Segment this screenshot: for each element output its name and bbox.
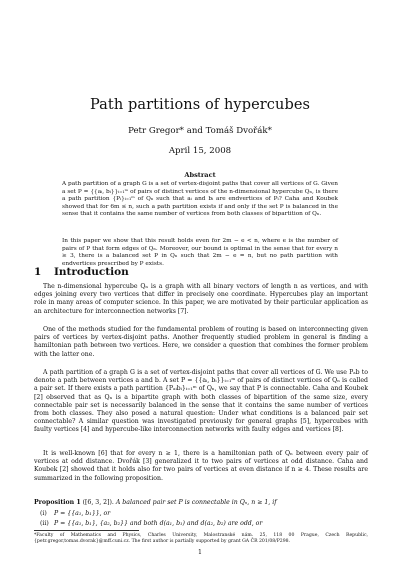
abstract-paragraph-1: A path partition of a graph G is a set of vertex-disjoint paths that cover all vertices of G. Given a set P = {{aᵢ, bᵢ}}ᵢ₌₁ᵐ of pairs of distinct vertices of the n-dimensional hypercube Qₙ, is there a path partition {Pᵢ}ᵢ₌₁ᵐ of Qₙ such that aᵢ and bᵢ are endvertices of Pᵢ? Caha and Koubek showed that for 6m ≤ n, such a path partition exists if and only if the set P is balanced in the sense that it contains the same number of vertices from both classes of bipartition of Qₙ.	[62, 181, 338, 217]
proposition-item	[40, 520, 370, 527]
abstract-heading: Abstract	[184, 171, 216, 179]
item-text: P = {{a₁, b₁}}, or	[54, 510, 111, 517]
body-paragraph-1: The n-dimensional hypercube Qₙ is a graph with all binary vectors of length n as vertices, and with edges joining every two vertices that differ in precisely one coordinate. Hypercubes play an important role in many areas of computer science. In this paper, we are motivated by their particular application as an architecture for interconnection networks [7].	[34, 283, 368, 315]
item-label: (i)	[40, 510, 47, 517]
body-paragraph-2: One of the methods studied for the fundamental problem of routing is based on interconnecting given pairs of vertices by vertex-disjoint paths. Another frequently studied problem in general is finding a hamiltonian path between two vertices. Here, we consider a question that combines the former problem with the latter one.	[34, 326, 368, 358]
paper-date: April 15, 2008	[168, 146, 232, 156]
section-heading	[34, 266, 129, 278]
item-label: (ii)	[40, 520, 49, 527]
item-text: P = {{a₁, b₁}, {a₂, b₂}} and both d(a₁, b₁) and d(a₂, b₂) are odd, or	[54, 520, 263, 527]
section-title: Introduction	[54, 266, 129, 278]
paper-title: Path partitions of hypercubes	[89, 97, 311, 113]
proposition-label: Proposition 1	[34, 499, 81, 506]
footnote: *Faculty of Mathematics and Physics, Charles University, Malostranské nám. 25, 118 00 Prague, Czech Republic, {petr.gregor,tomas.dvorak}@mff.cuni.cz. The first author is partially supported by grant GA ČR 201/08/P298.	[34, 533, 368, 544]
page-number: 1	[198, 549, 202, 556]
abstract-paragraph-2: In this paper we show that this result holds even for 2m − e < n, where e is the number of pairs of P that form edges of Qₙ. Moreover, our bound is optimal in the sense that for every n ≥ 3, there is a balanced set P in Qₙ such that 2m − e = n, but no path partition with endvertices prescribed by P exists.	[62, 238, 338, 267]
body-paragraph-3: A path partition of a graph G is a set of vertex-disjoint paths that cover all vertices of G. We use Pₐb to denote a path between vertices a and b. A set P = {{aᵢ, bᵢ}}ᵢ₌₁ᵐ of pairs of distinct vertices of Qₙ is called a pair set. If there exists a path partition {Pₐᵢbᵢ}ᵢ₌₁ᵐ of Qₙ, we say that P is connectable. Caha and Koubek [2] observed that as Qₙ is a bipartite graph with both classes of bipartition of the same size, every connectable pair set is necessarily balanced in the sense that it contains the same number of vertices from both classes. They also posed a natural question: Under what conditions is a balanced pair set connectable? A similar question was investigated previously for general graphs [5], hypercubes with faulty vertices [4] and hypercube-like interconnection networks with faulty edges and vertices [8].	[34, 369, 368, 434]
proposition	[34, 499, 368, 506]
paper-authors: Petr Gregor* and Tomáš Dvořák*	[128, 126, 272, 136]
proposition-statement: A balanced pair set P is connectable in Qₙ, n ≥ 1, if	[115, 499, 277, 506]
proposition-refs: ([6, 3, 2]).	[82, 499, 114, 506]
section-number: 1	[34, 266, 42, 278]
proposition-item	[40, 510, 370, 517]
footnote-rule	[34, 530, 139, 531]
body-paragraph-4: It is well-known [6] that for every n ≥ 1, there is a hamiltonian path of Qₙ between every pair of vertices at odd distance. Dvořák [3] generalized it to two pairs of vertices at odd distance. Caha and Koubek [2] showed that it holds also for two pairs of vertices at even distance if n ≥ 4. These results are summarized in the following proposition.	[34, 450, 368, 482]
